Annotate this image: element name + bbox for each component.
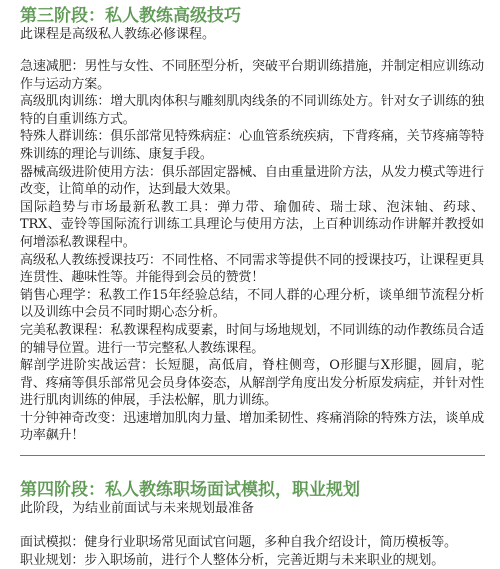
stage3-item-ten-minute-change: 十分钟神奇改变：迅速增加肌肉力量、增加柔韧性、疼痛消除的特殊方法，谈单成功率飙升！	[20, 410, 484, 444]
spacer	[20, 518, 484, 534]
stage4-intro: 此阶段，为结业前面试与未来规划最准备	[20, 501, 255, 517]
stage3-item-equipment-advanced: 器械高级进阶使用方法：俱乐部固定器械、自由重量进阶方法，从发力模式等进行改变，让简单的动作，达到最大效果。	[20, 164, 484, 198]
stage3-title: 第三阶段：私人教练高级技巧	[20, 6, 241, 26]
stage4-item-interview-simulation: 面试模拟：健身行业职场常见面试官问题，多种自我介绍设计，简历模板等。	[20, 535, 457, 551]
stage4-item-career-planning: 职业规划：步入职场前，进行个人整体分析，完善近期与未来职业的规划。	[20, 552, 445, 568]
stage3-intro: 此课程是高级私人教练必修课程。	[20, 27, 216, 42]
spacer	[20, 44, 484, 58]
stage3-item-international-tools: 国际趋势与市场最新私教工具：弹力带、瑜伽砖、瑞士球、泡沫轴、药球、TRX、壶铃等国际流行训练工具理论与使用方法，上百种训练动作讲解并教授如何增添私教课程中。	[20, 199, 484, 250]
section-divider	[20, 455, 485, 456]
stage3-item-anatomy-practice: 解剖学进阶实战运营：长短腿，高低肩，脊柱侧弯，O形腿与X形腿，圆肩，驼背、疼痛等俱乐部常见会员身体姿态，从解剖学角度出发分析原发病症，并针对性进行肌肉训练的伸展，手法松解，肌力训练。	[20, 358, 484, 409]
stage3-item-teaching-skills: 高级私人教练授课技巧：不同性格、不同需求等提供不同的授课技巧，让课程更具连贯性、趣味性等。并能得到会员的赞赏！	[20, 252, 484, 286]
stage3-item-sales-psychology: 销售心理学：私教工作15年经验总结，不同人群的心理分析，谈单细节流程分析以及训练中会员不同时期心态分析。	[20, 287, 484, 321]
stage3-item-rapid-weight-loss: 急速减肥：男性与女性、不同胚型分析，突破平台期训练措施，并制定相应训练动作与运动方案。	[20, 59, 484, 92]
stage3-item-advanced-muscle-training: 高级肌肉训练：增大肌肉体积与雕刻肌肉线条的不同训练处方。针对女子训练的独特的自重训练方式。	[20, 94, 484, 127]
stage3-item-perfect-course: 完美私教课程：私教课程构成要素，时间与场地规划，不同训练的动作教练员合适的辅导位置。进行一节完整私人教练课程。	[20, 322, 484, 356]
stage3-item-special-populations: 特殊人群训练：俱乐部常见特殊病症：心血管系统疾病，下背疼痛，关节疼痛等特殊训练的理论与训练、康复手段。	[20, 129, 484, 162]
stage4-title: 第四阶段：私人教练职场面试模拟，职业规划	[20, 480, 360, 501]
